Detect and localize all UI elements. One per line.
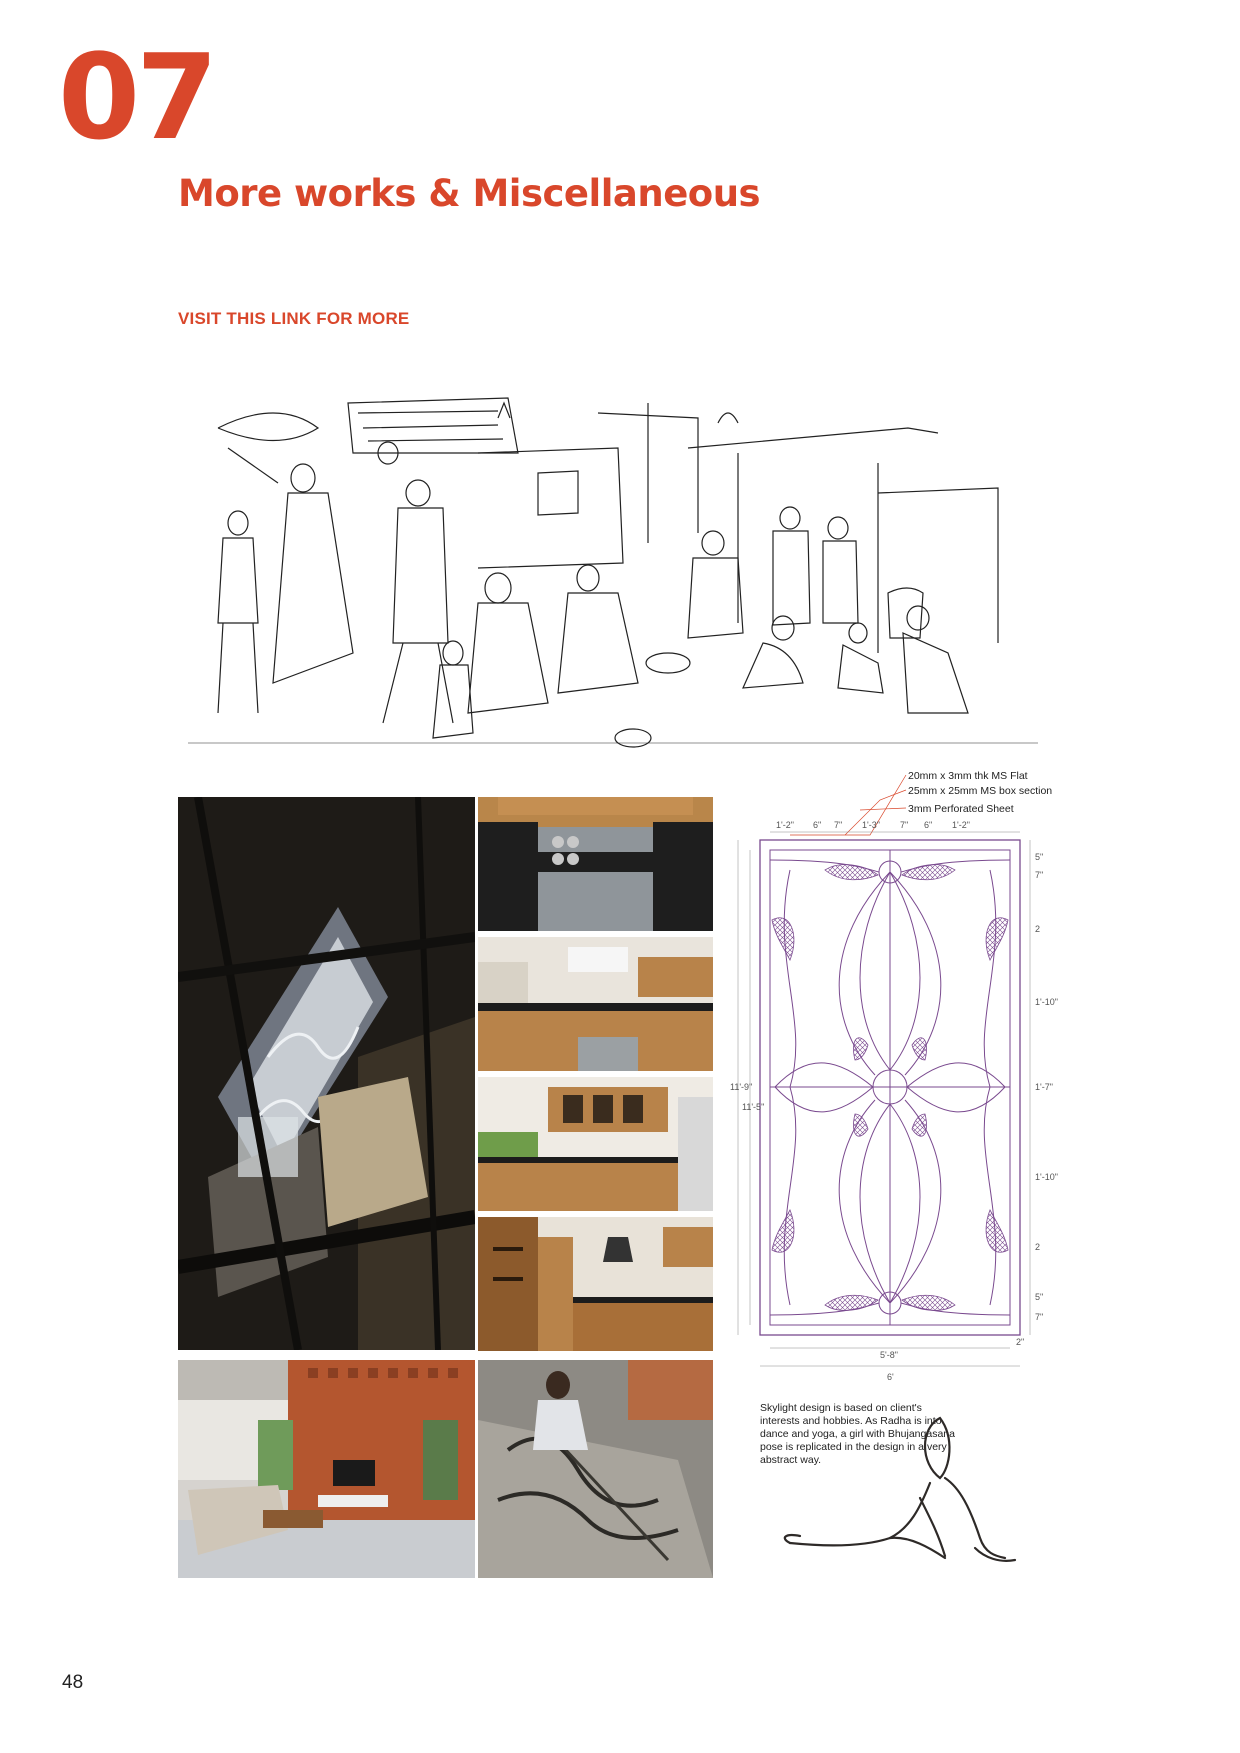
dim-left: 11'-5": [742, 1102, 765, 1112]
street-sketch-image: [178, 393, 1058, 785]
dim-right: 1'-10": [1035, 997, 1058, 1007]
skylight-design-drawing: [730, 760, 1060, 1400]
dim-right: 2: [1035, 1242, 1041, 1252]
dim-right: 2: [1035, 924, 1041, 934]
page-number: 48: [62, 1672, 84, 1693]
skylight-fabrication-photo: [478, 1360, 713, 1578]
section-title: More works & Miscellaneous: [178, 172, 761, 215]
dim-right: 7": [1035, 870, 1044, 880]
dim-left: 11'-9": [730, 1082, 753, 1092]
dim-top: 7": [900, 820, 909, 830]
kitchen-render: [478, 937, 713, 1071]
dim-top: 1'-2": [952, 820, 970, 830]
dim-bottom: 6': [887, 1372, 894, 1382]
dim-corner: 2": [1016, 1337, 1025, 1347]
kitchen-render: [478, 1077, 713, 1211]
dim-top: 1'-3": [862, 820, 880, 830]
dim-top: 7": [834, 820, 843, 830]
callout-perforated: 3mm Perforated Sheet: [908, 803, 1014, 815]
living-room-render: [178, 1360, 475, 1578]
kitchen-render: [478, 1217, 713, 1351]
dim-right: 5": [1035, 1292, 1044, 1302]
kitchen-render: [478, 797, 713, 931]
dim-top: 6": [924, 820, 933, 830]
dim-top: 6": [813, 820, 822, 830]
dim-right: 5": [1035, 852, 1044, 862]
dim-right: 7": [1035, 1312, 1044, 1322]
callout-ms-box: 25mm x 25mm MS box section: [908, 785, 1053, 797]
visit-link[interactable]: VISIT THIS LINK FOR MORE: [178, 309, 410, 328]
dim-bottom: 5'-8": [880, 1350, 898, 1360]
callout-ms-flat: 20mm x 3mm thk MS Flat: [908, 770, 1028, 782]
dim-right: 1'-10": [1035, 1172, 1058, 1182]
dim-top: 1'-2": [776, 820, 794, 830]
staircase-skylight-render: [178, 797, 475, 1350]
bhujangasana-line-art: [770, 1408, 1050, 1576]
section-number: 07: [58, 28, 215, 166]
dim-right: 1'-7": [1035, 1082, 1053, 1092]
skylight-description: Skylight design is based on client's interests and hobbies. As Radha is into dance and yoga, a girl with Bhujangasana pose is replicated in the design in a very abstract way.: [760, 1402, 955, 1466]
